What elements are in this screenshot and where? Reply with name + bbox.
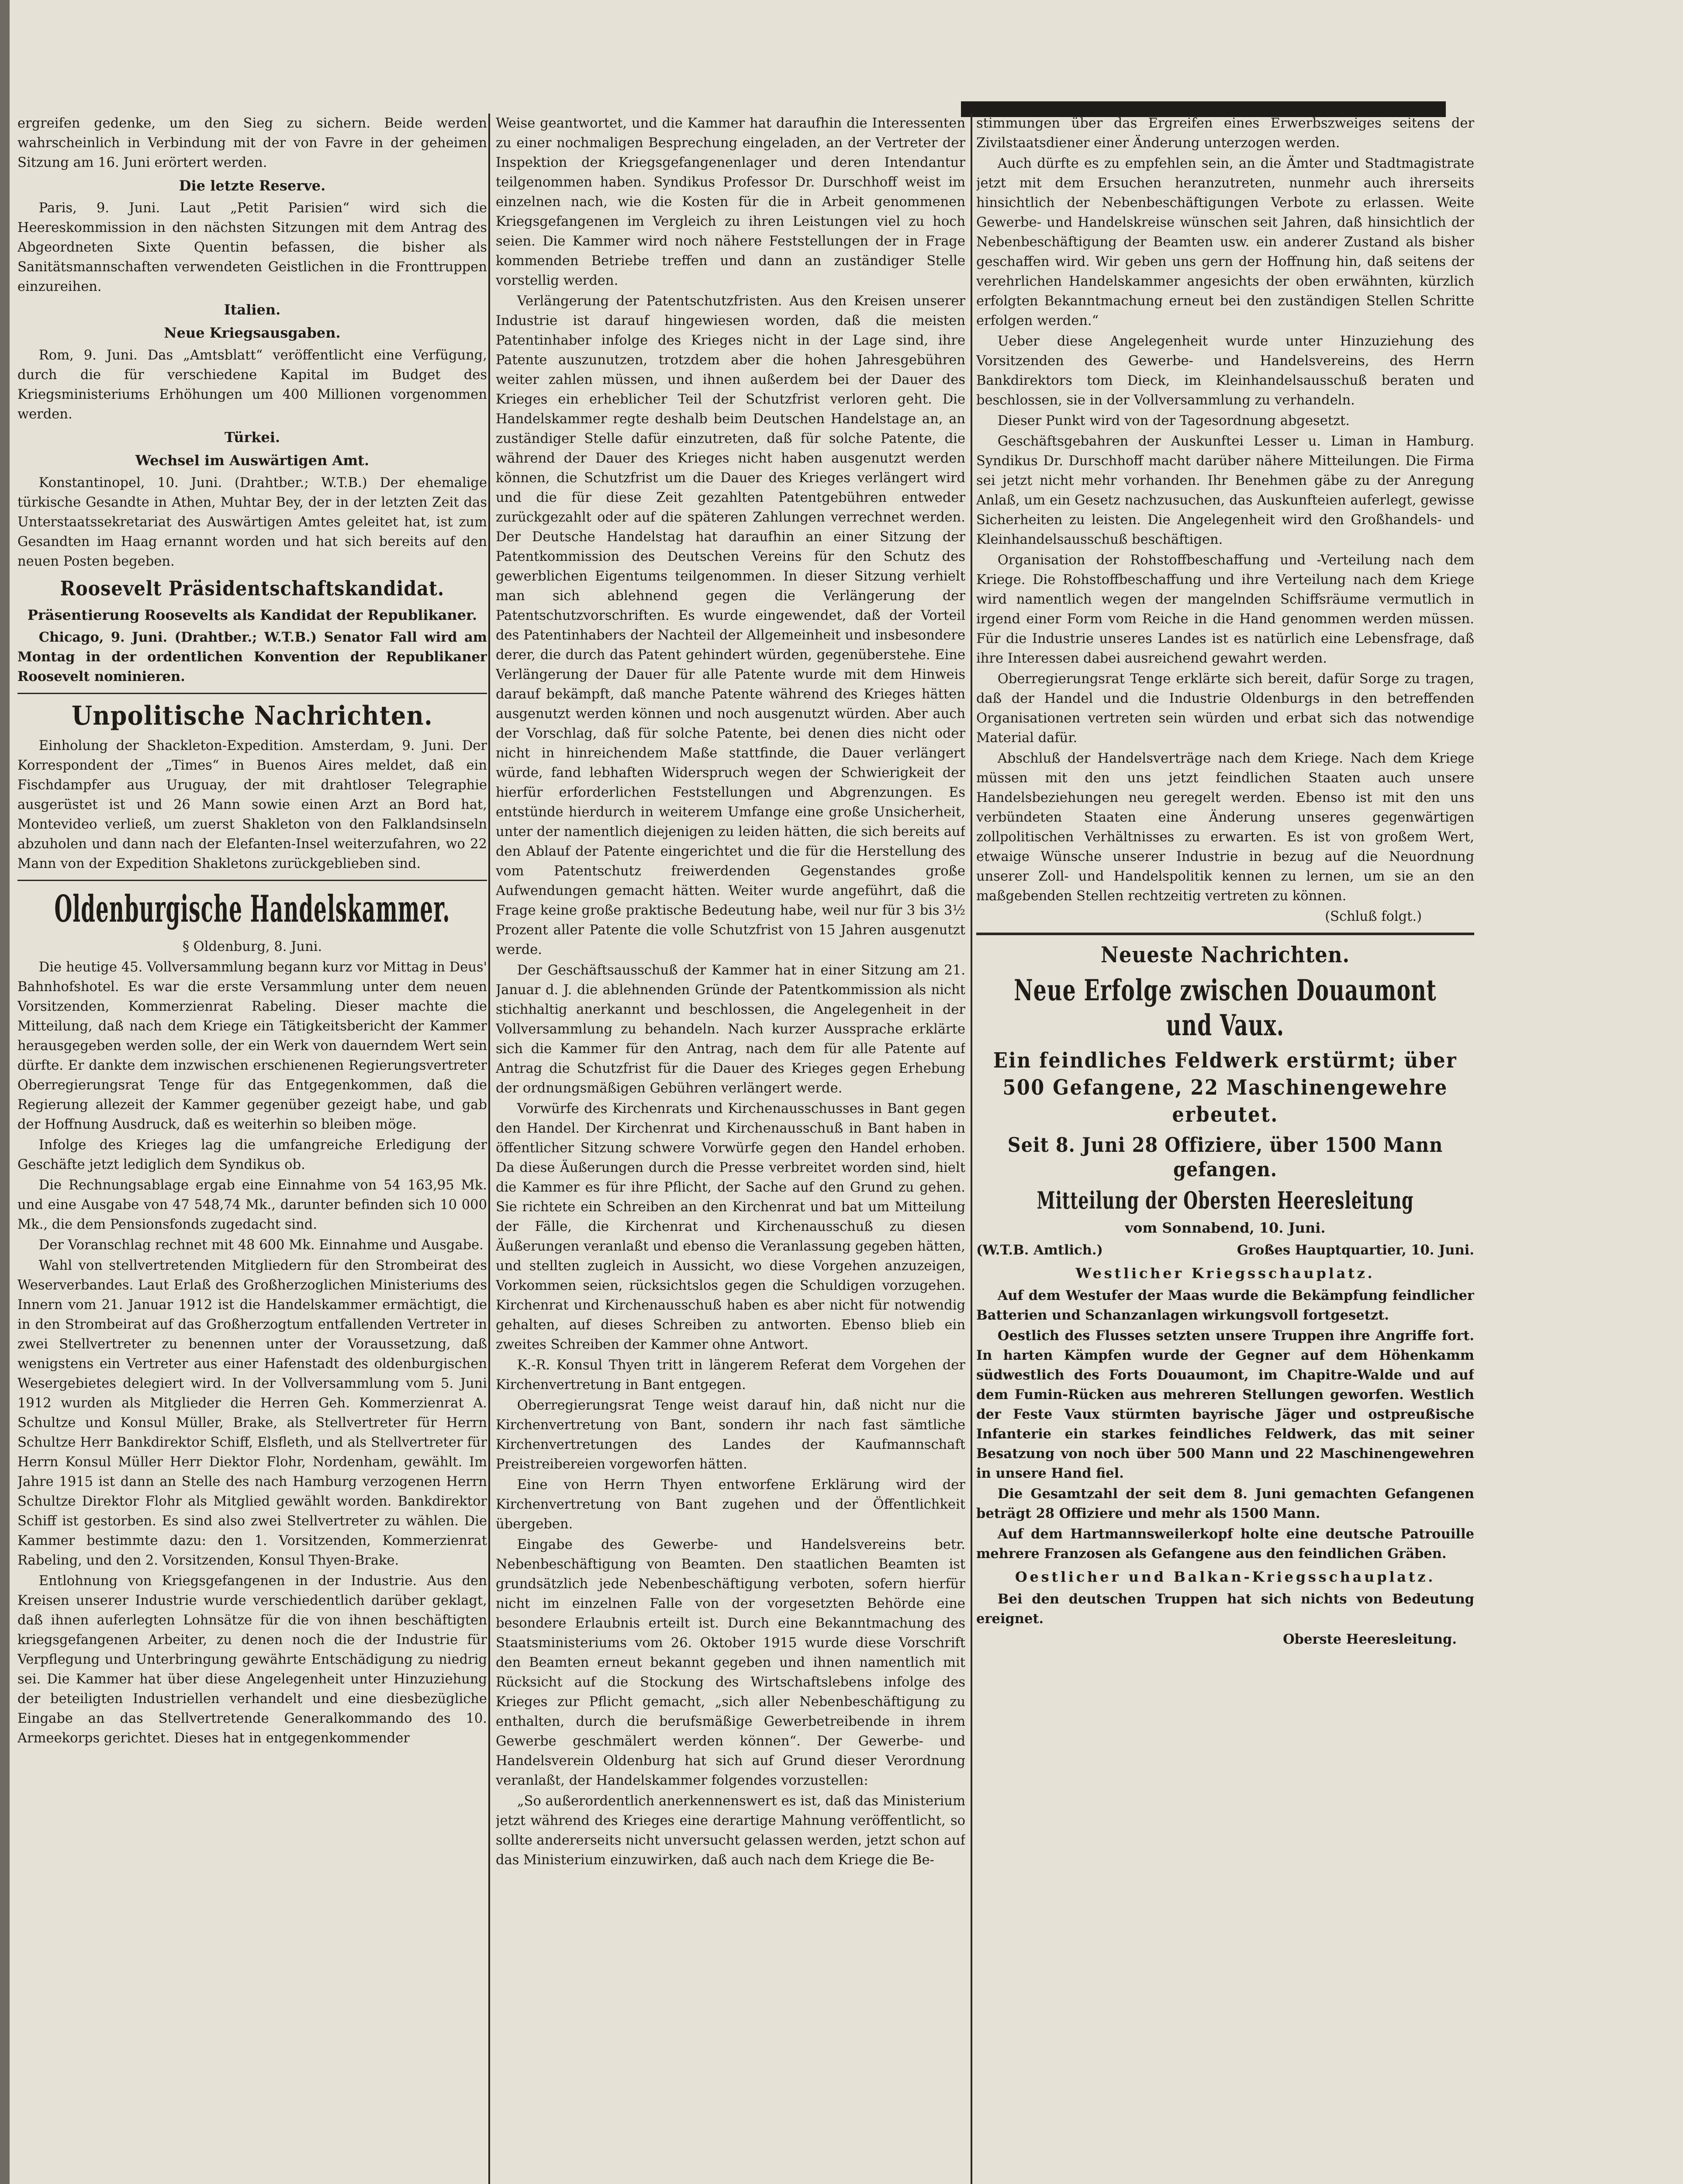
paragraph: Infolge des Krieges lag die umfangreiche Erledigung der Geschäfte jetzt lediglich dem Syndikus ob. (17, 1137, 487, 1172)
divider (976, 933, 1474, 935)
headline: Roosevelt Präsidentschaftskandidat. (60, 577, 445, 600)
paragraph: Auf dem Hartmannsweilerkopf holte eine deutsche Patrouille mehrere Franzosen als Gefangene aus den feindlichen Gräben. (976, 1526, 1474, 1562)
paragraph: Vorwürfe des Kirchenrats und Kirchenausschusses in Bant gegen den Handel. Der Kirchenrat und Kirchenausschuß in Bant haben in öffentlicher Sitzung schwere Vorwürfe gegen den Handel erhoben. Da diese Äußerungen durch die Presse verbreitet worden sind, hielt die Kammer es für ihre Pflicht, der Sache auf den Grund zu gehen. Sie richtete ein Schreiben an den Kirchenrat und bat um Mitteilung der Fälle, die Kirchenrat und Kirchenausschuß zu diesen Äußerungen veranlaßt und ebenso die Veranlassung gegeben hätten, und stellten zugleich in Aussicht, wo diese Vorgehen anzuzeigen, Vorkommen seien, rücksichtslos gegen die Schuldigen vorzugehen. Kirchenrat und Kirchenausschuß haben es aber nicht für notwendig gehalten, auf dieses Schreiben zu antworten. Ebenso blieb ein zweites Schreiben der Kammer ohne Antwort. (496, 1101, 965, 1352)
column-rule (971, 114, 972, 2184)
paragraph: Weise geantwortet, und die Kammer hat daraufhin die Interessenten zu einer nochmaligen Besprechung eingeladen, an der Vertreter der Inspektion der Kriegsgefangenenlager und deren Intendantur teilgenommen haben. Syndikus Professor Dr. Durschhoff weist im einzelnen nach, wie die Kosten für die in Arbeit genommenen Kriegsgefangenen im Vergleich zu ihren Leistungen viel zu hoch seien. Die Kammer wird noch nähere Feststellungen der in Frage kommenden Betriebe treffen und dann an zuständiger Stelle vorstellig werden. (496, 116, 965, 288)
paragraph: Konstantinopel, 10. Juni. (Drahtber.; W.T.B.) Der ehemalige türkische Gesandte in Athen, Muhtar Bey, der in der letzten Zeit das Unterstaatssekretariat des Auswärtigen Amtes geleitet hat, ist zum Gesandten im Haag ernannt worden und hat sich bereits auf den neuen Posten begeben. (17, 475, 487, 569)
paragraph: Verlängerung der Patentschutzfristen. Aus den Kreisen unserer Industrie ist darauf hingewiesen worden, daß die meisten Patentinhaber infolge des Krieges nicht in der Lage sind, ihre Patente auszunutzen, trotzdem aber die hohen Jahresgebühren weiter zahlen müssen, und ihnen außerdem bei der Dauer des Krieges ein erheblicher Teil der Schutzfrist verloren geht. Die Handelskammer regte deshalb beim Deutschen Handelstage an, an zuständiger Stelle dafür einzutreten, daß für solche Patente, die während der Dauer des Krieges nicht haben ausgenutzt werden können, die Schutzfrist um die Dauer des Krieges verlängert wird und die für diese Zeit gezahlten Patentgebühren entweder zurückgezahlt oder auf die späteren Zahlungen verrechnet werden. Der Deutsche Handelstag hat daraufhin an einer Sitzung der Patentkommission des Deutschen Vereins für den Schutz des gewerblichen Eigentums teilgenommen. In dieser Sitzung verhielt man sich ablehnend gegen die Verlängerung der Patentschutzvorschriften. Es wurde eingewendet, daß der Vorteil des Patentinhabers der Nachteil der Allgemeinheit und insbesondere derer, die durch das Patent gehindert würden, gegenüberstehe. Eine Verlängerung der Dauer für alle Patente wurde mit dem Hinweis darauf bekämpft, daß manche Patente während des Krieges hätten ausgenutzt werden können und noch ausgenutzt würden. Aber auch der Vorschlag, daß für solche Patente, bei denen dies nicht oder nicht in hinreichendem Maße stattfinde, die Dauer verlängert würde, fand lebhaften Widerspruch wegen der Schwierigkeit der hierfür erforderlichen Feststellungen und Abgrenzungen. Es entstünde hierdurch in weiterem Umfange eine große Unsicherheit, unter der namentlich diejenigen zu leiden hätten, die sich bereits auf den Ablauf der Patente eingerichtet und die für die Herstellung des vom Patentschutz freiwerdenden Gegenstandes große Aufwendungen gemacht hätten. Weiter wurde angeführt, daß die Frage keine große praktische Bedeutung habe, weil nur für 3 bis 3½ Prozent aller Patente die volle Schutzfrist von 15 Jahren ausgenutzt werde. (496, 294, 965, 957)
paragraph: Wahl von stellvertretenden Mitgliedern für den Strombeirat des Weserverbandes. Laut Erlaß des Großherzoglichen Ministeriums des Innern vom 21. Januar 1912 ist die Handelskammer ermächtigt, die in den Strombeirat auf das Großherzogtum entfallenden Vertreter in zwei Stellvertreter zu benennen unter der Voraussetzung, daß wenigstens ein Vertreter aus einer Hafenstadt des oldenburgischen Wesergebietes delegiert wird. In der Vollversammlung vom 5. Juni 1912 wurden als Mitglieder die Herren Geh. Kommerzienrat A. Schultze und Konsul Müller, Brake, als Stellvertreter für Herrn Schultze Herr Bankdirektor Schiff, Elsfleth, und als Stellvertreter für Herrn Konsul Müller Herr Diektor Flohr, Nordenham, gewählt. Im Jahre 1915 ist dann an Stelle des nach Hamburg verzogenen Herrn Schultze Direktor Flohr als Mitglied gewählt worden. Bankdirektor Schiff ist gestorben. Es sind also zwei Stellvertreter zu wählen. Die Kammer bestimmte dazu: den 1. Vorsitzenden, Kommerzienrat Rabeling, und den 2. Vorsitzenden, Konsul Thyen-Brake. (17, 1258, 487, 1568)
subheading: Wechsel im Auswärtigen Amt. (135, 452, 370, 469)
paragraph: Paris, 9. Juni. Laut „Petit Parisien“ wird sich die Heereskommission in den nächsten Sitzungen mit dem Antrag des Abgeordneten Sixte Quentin befassen, die bisher als Sanitätsmannschaften verwendeten Geistlichen in die Fronttruppen einzureihen. (17, 200, 487, 294)
dateline (976, 1241, 1474, 1260)
column-2 (496, 114, 965, 2184)
subheading: Neue Kriegsausgaben. (164, 325, 341, 341)
divider (17, 880, 487, 881)
paragraph: Einholung der Shackleton-Expedition. Amsterdam, 9. Juni. Der Korrespondent der „Times“ in Buenos Aires meldet, daß ein Fischdampfer aus Uruguay, der mit drahtloser Telegraphie ausgerüstet ist und 26 Mann sowie einen Arzt an Bord hat, Montevideo verließ, um zuerst Shakleton von den Falklandsinseln abzuholen und dann nach der Elefanten-Insel weiterzufahren, wo 22 Mann von der Expedition Shakletons zurückgeblieben sind. (17, 738, 487, 871)
signature: Oberste Heeresleitung. (1283, 1631, 1457, 1647)
headline: Unpolitische Nachrichten. (72, 701, 433, 731)
paragraph: Eingabe des Gewerbe- und Handelsvereins betr. Nebenbeschäftigung von Beamten. Den staatlichen Beamten ist grundsätzlich jede Nebenbeschäftigung verboten, sofern hierfür nicht im einzelnen Falle von der vorgesetzten Behörde eine besondere Erlaubnis erteilt ist. Durch eine Bekanntmachung des Staatsministeriums vom 26. Oktober 1915 wurde diese Vorschrift den Beamten erneut bekannt gegeben und ihnen namentlich mit Rücksicht auf die Stockung des Wirtschaftslebens infolge des Krieges zur Pflicht gemacht, „sich aller Nebenbeschäftigung zu enthalten, durch die berufsmäßige Gewerbetreibende in ihrem Gewerbe geschmälert werden können“. Der Gewerbe- und Handelsverein Oldenburg hat sich auf Grund dieser Verordnung veranlaßt, der Handelskammer folgendes vorzustellen: (496, 1537, 965, 1788)
paragraph: Oestlich des Flusses setzten unsere Truppen ihre Angriffe fort. In harten Kämpfen wurde der Gegner auf dem Höhenkamm südwestlich des Forts Douaumont, im Chapitre-Walde und auf dem Fumin-Rücken aus mehreren Stellungen geworfen. Westlich der Feste Vaux stürmten bayrische Jäger und ostpreußische Infanterie ein starkes feindliches Feldwerk, das mit seiner Besatzung von noch über 500 Mann und 22 Maschinengewehren in unsere Hand fiel. (976, 1328, 1474, 1481)
column-3 (976, 114, 1474, 2184)
divider (17, 693, 487, 694)
paragraph: Der Geschäftsausschuß der Kammer hat in einer Sitzung am 21. Januar d. J. die ablehnenden Gründe der Patentkommission als nicht stichhaltig anerkannt und beschlossen, die Angelegenheit in der Vollversammlung zu behandeln. Nach kurzer Aussprache erklärte sich die Kammer für den Antrag, nach dem für alle Patente auf Antrag die Schutzfrist für die Dauer des Krieges gegen Erhebung der ordnungsmäßigen Gebühren verlängert werde. (496, 963, 965, 1096)
paragraph: K.-R. Konsul Thyen tritt in längerem Referat dem Vorgehen der Kirchenvertretung in Bant entgegen. (496, 1358, 965, 1393)
paragraph: stimmungen über das Ergreifen eines Erwerbszweiges seitens der Zivilstaatsdiener einer Änderung unterzogen werden. (976, 116, 1474, 151)
paragraph: Entlohnung von Kriegsgefangenen in der Industrie. Aus den Kreisen unserer Industrie wurde verschiedentlich darüber geklagt, daß ihnen auferlegten Lohnsätze für die von ihnen beschäftigten kriegsgefangenen Arbeiter, zu denen noch die der Industrie für Verpflegung und Unterbringung gewährte Entschädigung zu niedrig sei. Die Kammer hat über diese Angelegenheit unter Hinzuziehung der beteiligten Industriellen verhandelt und eine diesbezügliche Eingabe an das Stellvertretende Generalkommando des 10. Armeekorps gerichtet. Dieses hat in entgegenkommender (17, 1573, 487, 1746)
dateline: § Oldenburg, 8. Juni. (182, 939, 322, 954)
headline: Oldenburgische Handelskammer. (54, 887, 450, 930)
paragraph: Dieser Punkt wird von der Tagesordnung abgesetzt. (997, 413, 1350, 429)
paragraph: Rom, 9. Juni. Das „Amtsblatt“ veröffentlicht eine Verfügung, durch die für verschiedene Kapital im Budget des Kriegsministeriums Erhöhungen um 400 Millionen vorgenommen werden. (17, 348, 487, 422)
section-heading: Türkei. (224, 429, 280, 446)
headline: Neueste Nachrichten. (1100, 942, 1350, 968)
paragraph: Auch dürfte es zu empfehlen sein, an die Ämter und Stadtmagistrate jetzt mit dem Ersuchen heranzutreten, nunmehr auch ihrerseits hinsichtlich der Nebenbeschäftigungen Verbote zu erlassen. Weite Gewerbe- und Handelskreise wünschen seit Jahren, daß hinsichtlich der Nebenbeschäftigung der Beamten usw. ein anderer Zustand als bisher geschaffen wird. Wir geben uns gern der Hoffnung hin, daß seitens der verehrlichen Handelskammer angesichts der oben erwähnten, kürzlich erfolgten Bekanntmachung erneut bei den zuständigen Stellen Schritte erfolgen werden.“ (976, 156, 1474, 328)
paragraph: ergreifen gedenke, um den Sieg zu sichern. Beide werden wahrscheinlich in Verbindung mit der von Favre in der geheimen Sitzung am 16. Juni erörtert werden. (17, 116, 487, 170)
continuation-note: (Schluß folgt.) (1325, 909, 1422, 924)
column-rule (488, 114, 490, 2184)
paragraph: Chicago, 9. Juni. (Drahtber.; W.T.B.) Senator Fall wird am Montag in der ordentlichen Konvention der Republikaner Roosevelt nominieren. (17, 629, 487, 684)
subheading: vom Sonnabend, 10. Juni. (1125, 1220, 1326, 1236)
paragraph: Oberregierungsrat Tenge erklärte sich bereit, dafür Sorge zu tragen, daß der Handel und die Industrie Oldenburgs in den betreffenden Organisationen vertreten sein würden und erbat sich das notwendige Material dafür. (976, 671, 1474, 746)
paragraph: Bei den deutschen Truppen hat sich nichts von Bedeutung ereignet. (976, 1591, 1474, 1627)
paragraph: Die Gesamtzahl der seit dem 8. Juni gemachten Gefangenen beträgt 28 Offiziere und mehr als 1500 Mann. (976, 1486, 1474, 1521)
dateline-place: Großes Hauptquartier, 10. Juni. (1237, 1242, 1474, 1258)
paragraph: Oberregierungsrat Tenge weist darauf hin, daß nicht nur die Kirchenvertretung von Bant, sondern ihr nach fast sämtliche Kirchenvertretungen des Landes der Kaufmannschaft Preistreibereien vorgeworfen hätten. (496, 1398, 965, 1472)
paragraph: Geschäftsgebahren der Auskunftei Lesser u. Liman in Hamburg. Syndikus Dr. Durschhoff macht darüber nähere Mitteilungen. Die Firma sei jetzt nicht mehr vorhanden. Ihr Benehmen gäbe zu der Anregung Anlaß, um ein Gesetz nachzusuchen, das Auskunfteien auferlegt, gewisse Sicherheiten zu leisten. Die Angelegenheit wird den Großhandels- und Kleinhandelsausschuß beschäftigen. (976, 434, 1474, 547)
paragraph: Organisation der Rohstoffbeschaffung und -Verteilung nach dem Kriege. Die Rohstoffbeschaffung und ihre Verteilung nach dem Kriege wird namentlich wegen der mangelnden Schiffsräume vermutlich in irgend einer Form vom Reiche in die Hand genommen werden müssen. Für die Industrie unseres Landes ist es natürlich eine Lebensfrage, daß ihre Interessen dabei ausreichend gewahrt werden. (976, 553, 1474, 666)
paragraph: „So außerordentlich anerkennenswert es ist, daß das Ministerium jetzt während des Krieges eine derartige Mahnung veröffentlicht, so sollte andererseits nicht unversucht gelassen werden, jetzt schon auf das Ministerium einzuwirken, daß auch nach dem Kriege die Be- (496, 1794, 965, 1868)
headline: Mitteilung der Obersten Heeresleitung (1037, 1186, 1414, 1214)
paragraph: Die Rechnungsablage ergab eine Einnahme von 54 163,95 Mk. und eine Ausgabe von 47 548,74 Mk., darunter befinden sich 10 000 Mk., die dem Pensionsfonds zugedacht sind. (17, 1178, 487, 1232)
paragraph: Der Voranschlag rechnet mit 48 600 Mk. Einnahme und Ausgabe. (38, 1237, 484, 1253)
dateline-source: (W.T.B. Amtlich.) (976, 1242, 1103, 1258)
subheading: Präsentierung Roosevelts als Kandidat der Republikaner. (27, 607, 477, 623)
headline: Seit 8. Juni 28 Offiziere, über 1500 Mann gefangen. (1007, 1133, 1443, 1181)
subheading: Westlicher Kriegsschauplatz. (1075, 1265, 1375, 1282)
section-heading: Italien. (224, 301, 281, 318)
paragraph: Die heutige 45. Vollversammlung begann kurz vor Mittag in Deus' Bahnhofshotel. Es war die erste Versammlung unter dem neuen Vorsitzenden, Kommerzienrat Rabeling. Dieser machte die Mitteilung, daß nach dem Kriege ein Tätigkeitsbericht der Kammer herausgegeben werden solle, der ein Werk von dauerndem Wert sein dürfte. Er dankte dem inzwischen erschienenen Regierungsvertreter Oberregierungsrat Tenge für das Entgegenkommen, daß die Regierung allezeit der Kammer gegenüber gezeigt habe, und gab der Hoffnung Ausdruck, daß es weiterhin so bleiben möge. (17, 960, 487, 1132)
paragraph: Abschluß der Handelsverträge nach dem Kriege. Nach dem Kriege müssen mit den uns jetzt feindlichen Staaten auch unsere Handelsbeziehungen neu geregelt werden. Ebenso ist mit den uns verbündeten Staaten eine Änderung unseres gegenwärtigen zollpolitischen Verhältnisses zu erwarten. Es ist von großem Wert, etwaige Wünsche unserer Industrie in bezug auf die Neuordnung unserer Zoll- und Handelspolitik kennen zu lernen, um sie an den maßgebenden Stellen rechtzeitig vertreten zu können. (976, 751, 1474, 904)
column-1 (17, 114, 487, 2184)
page-edge (0, 0, 10, 2184)
paragraph: Ueber diese Angelegenheit wurde unter Hinzuziehung des Vorsitzenden des Gewerbe- und Handelsvereins, des Herrn Bankdirektors tom Dieck, im Kleinhandelsausschuß beraten und beschlossen, sie in der Vollversammlung zu verhandeln. (976, 334, 1474, 408)
paragraph: Auf dem Westufer der Maas wurde die Bekämpfung feindlicher Batterien und Schanzanlagen wirkungsvoll fortgesetzt. (976, 1288, 1474, 1323)
paragraph: Eine von Herrn Thyen entworfene Erklärung wird der Kirchenvertretung von Bant zugehen und der Öffentlichkeit übergeben. (496, 1477, 965, 1532)
subheading: Oestlicher und Balkan-Kriegsschauplatz. (1015, 1569, 1436, 1585)
section-heading: Die letzte Reserve. (179, 177, 326, 194)
headline: Ein feindliches Feldwerk erstürmt; über 500 Gefangene, 22 Maschinengewehre erbeutet. (993, 1048, 1458, 1127)
headline: Neue Erfolge zwischen Douaumont und Vaux. (1014, 973, 1437, 1042)
